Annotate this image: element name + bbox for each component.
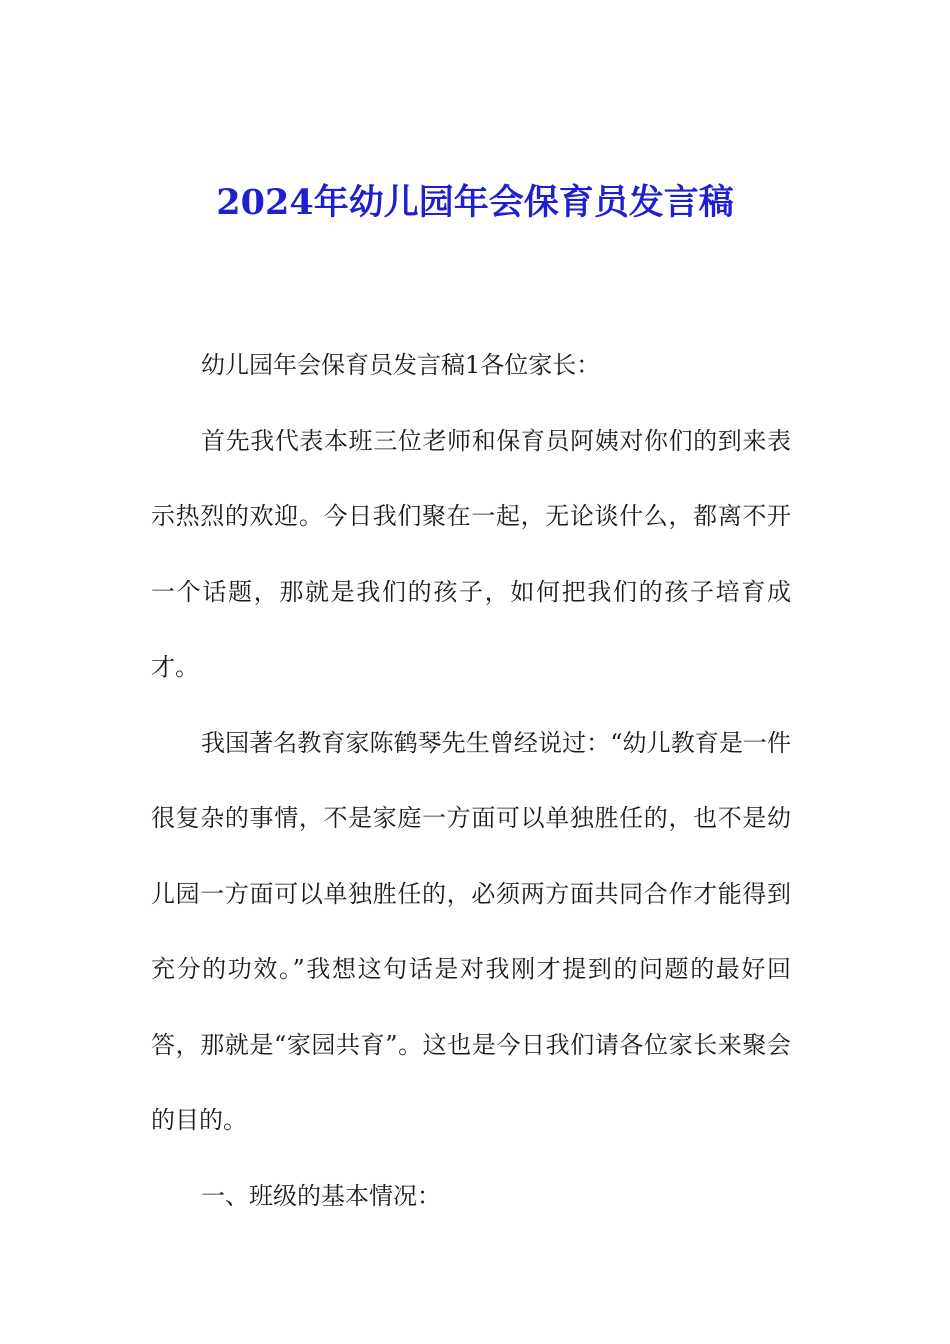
paragraph-quote: 我国著名教育家陈鹤琴先生曾经说过：“幼儿教育是一件很复杂的事情，不是家庭一方面可以单独胜任的，也不是幼儿园一方面可以单独胜任的，必须两方面共同合作才能得到充分的功效。”我想这句话是对我刚才提到的问题的最好回答，那就是“家园共育”。这也是今日我们请各位家长来聚会的目的。 bbox=[151, 728, 791, 1134]
document-body bbox=[151, 328, 791, 1234]
paragraph-welcome: 首先我代表本班三位老师和保育员阿姨对你们的到来表示热烈的欢迎。今日我们聚在一起，无论谈什么，都离不开一个话题，那就是我们的孩子，如何把我们的孩子培育成才。 bbox=[151, 426, 791, 681]
paragraph-salutation: 幼儿园年会保育员发言稿1各位家长： bbox=[201, 351, 601, 379]
section-heading: 一、班级的基本情况： bbox=[201, 1181, 441, 1210]
document-title: 2024年幼儿园年会保育员发言稿 bbox=[216, 182, 734, 223]
